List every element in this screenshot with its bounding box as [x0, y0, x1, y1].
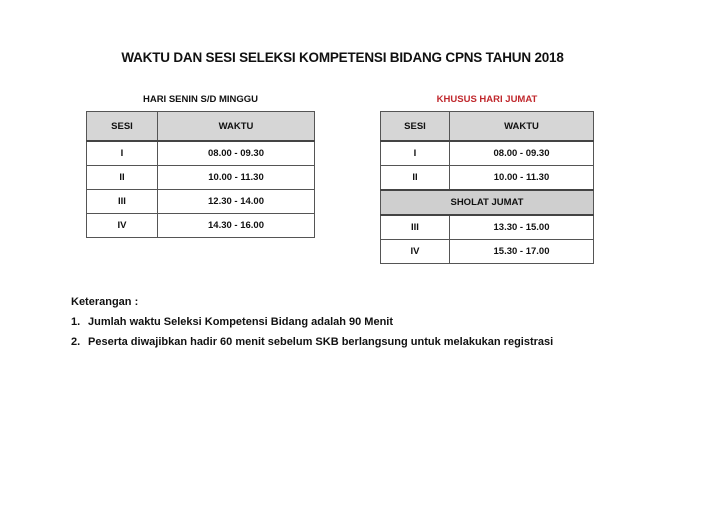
table-header-row	[381, 112, 594, 142]
note-text: Peserta diwajibkan hadir 60 menit sebelum SKB berlangsung untuk melakukan registrasi	[88, 336, 554, 348]
sesi-cell: I	[87, 141, 158, 166]
friday-table-caption: KHUSUS HARI JUMAT	[436, 94, 538, 105]
sesi-cell: IV	[87, 214, 158, 238]
note-item	[71, 332, 553, 352]
sesi-cell: II	[381, 166, 450, 191]
waktu-cell: 13.30 - 15.00	[450, 215, 594, 240]
table-row	[87, 166, 315, 190]
header-sesi: SESI	[87, 112, 158, 142]
waktu-cell: 15.30 - 17.00	[450, 240, 594, 264]
waktu-cell: 08.00 - 09.30	[450, 141, 594, 166]
break-row	[381, 190, 594, 215]
weekday-schedule-table	[86, 111, 315, 238]
friday-schedule-table	[380, 111, 594, 264]
table-row	[87, 190, 315, 214]
table-row	[381, 166, 594, 191]
table-row	[381, 240, 594, 264]
table-row	[87, 141, 315, 166]
table-row	[381, 215, 594, 240]
waktu-cell: 10.00 - 11.30	[450, 166, 594, 191]
waktu-cell: 10.00 - 11.30	[158, 166, 315, 190]
note-text: Jumlah waktu Seleksi Kompetensi Bidang adalah 90 Menit	[88, 316, 394, 328]
notes-section	[71, 292, 553, 352]
header-waktu: WAKTU	[450, 112, 594, 142]
sesi-cell: IV	[381, 240, 450, 264]
sesi-cell: II	[87, 166, 158, 190]
note-number: 1.	[71, 316, 81, 328]
table-row	[381, 141, 594, 166]
table-row	[87, 214, 315, 238]
sesi-cell: I	[381, 141, 450, 166]
table-header-row	[87, 112, 315, 142]
weekday-table-caption: HARI SENIN S/D MINGGU	[142, 94, 259, 105]
waktu-cell: 08.00 - 09.30	[158, 141, 315, 166]
header-sesi: SESI	[381, 112, 450, 142]
sesi-cell: III	[381, 215, 450, 240]
break-label: SHOLAT JUMAT	[381, 190, 594, 215]
header-waktu: WAKTU	[158, 112, 315, 142]
sesi-cell: III	[87, 190, 158, 214]
notes-heading: Keterangan :	[71, 296, 139, 308]
waktu-cell: 12.30 - 14.00	[158, 190, 315, 214]
note-item	[71, 312, 553, 332]
note-number: 2.	[71, 336, 81, 348]
waktu-cell: 14.30 - 16.00	[158, 214, 315, 238]
page-title: WAKTU DAN SESI SELEKSI KOMPETENSI BIDANG CPNS TAHUN 2018	[121, 50, 564, 65]
